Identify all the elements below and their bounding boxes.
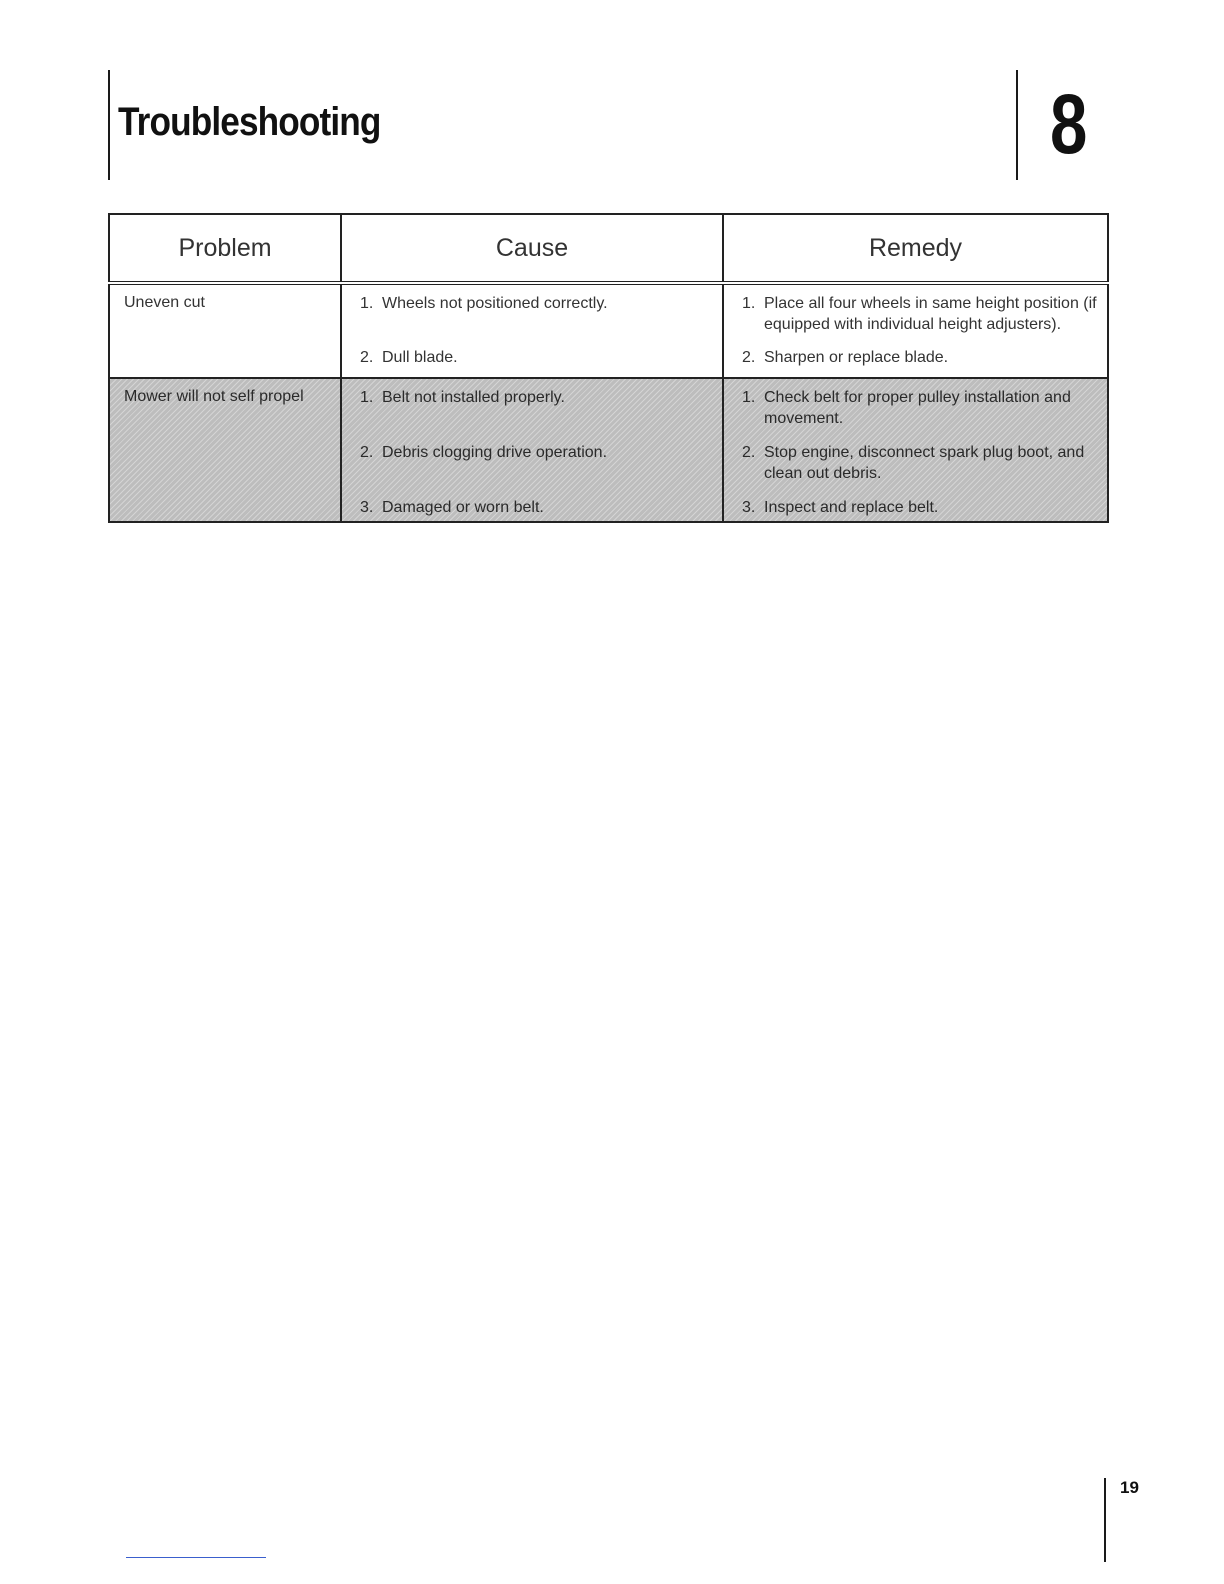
list-item [360, 442, 714, 497]
problem-text: Mower will not self propel [124, 388, 304, 405]
cause-cell [341, 378, 723, 522]
item-text: Damaged or worn belt. [382, 499, 544, 516]
list-item [360, 497, 714, 521]
cause-list [342, 379, 722, 521]
item-number: 1. [360, 295, 374, 312]
list-item [742, 387, 1099, 442]
cause-list [342, 285, 722, 377]
item-text: Debris clogging drive operation. [382, 444, 608, 461]
item-text: Inspect and replace belt. [764, 499, 939, 516]
remedy-list [724, 379, 1107, 521]
problem-cell [109, 378, 341, 522]
table-header-row [109, 214, 1108, 283]
list-item [360, 347, 714, 377]
item-number: 3. [360, 499, 374, 516]
item-number: 2. [742, 444, 756, 461]
item-number: 1. [360, 389, 374, 406]
item-text: Wheels not positioned correctly. [382, 295, 608, 312]
list-item [742, 497, 1099, 521]
item-text: Stop engine, disconnect spark plug boot, and clean out debris. [764, 444, 1085, 482]
list-item [742, 442, 1099, 497]
item-number: 3. [742, 499, 756, 516]
page-title: Troubleshooting [118, 100, 381, 144]
item-text: Sharpen or replace blade. [764, 349, 949, 366]
item-number: 2. [742, 349, 756, 366]
list-item [742, 347, 1099, 377]
table-row [109, 283, 1108, 378]
table-row [109, 378, 1108, 522]
problem-text: Uneven cut [124, 294, 205, 311]
page-number: 19 [1120, 1478, 1139, 1497]
column-header-remedy: Remedy [723, 214, 1108, 283]
list-item [360, 293, 714, 347]
problem-cell [109, 283, 341, 378]
remedy-list [724, 285, 1107, 377]
footer-rule [126, 1557, 266, 1558]
item-text: Place all four wheels in same height position (if equipped with individual height adjusters). [764, 295, 1097, 333]
item-number: 2. [360, 349, 374, 366]
item-number: 1. [742, 389, 756, 406]
title-divider [108, 70, 110, 180]
item-text: Check belt for proper pulley installation and movement. [764, 389, 1071, 427]
item-text: Dull blade. [382, 349, 458, 366]
cause-cell [341, 283, 723, 378]
item-number: 1. [742, 295, 756, 312]
item-number: 2. [360, 444, 374, 461]
remedy-cell [723, 378, 1108, 522]
list-item [360, 387, 714, 442]
chapter-number: 8 [1050, 77, 1088, 171]
column-header-problem: Problem [109, 214, 341, 283]
page-number-divider [1104, 1478, 1106, 1562]
item-text: Belt not installed properly. [382, 389, 565, 406]
column-header-cause: Cause [341, 214, 723, 283]
troubleshooting-table [108, 213, 1109, 523]
chapter-divider [1016, 70, 1018, 180]
remedy-cell [723, 283, 1108, 378]
list-item [742, 293, 1099, 347]
